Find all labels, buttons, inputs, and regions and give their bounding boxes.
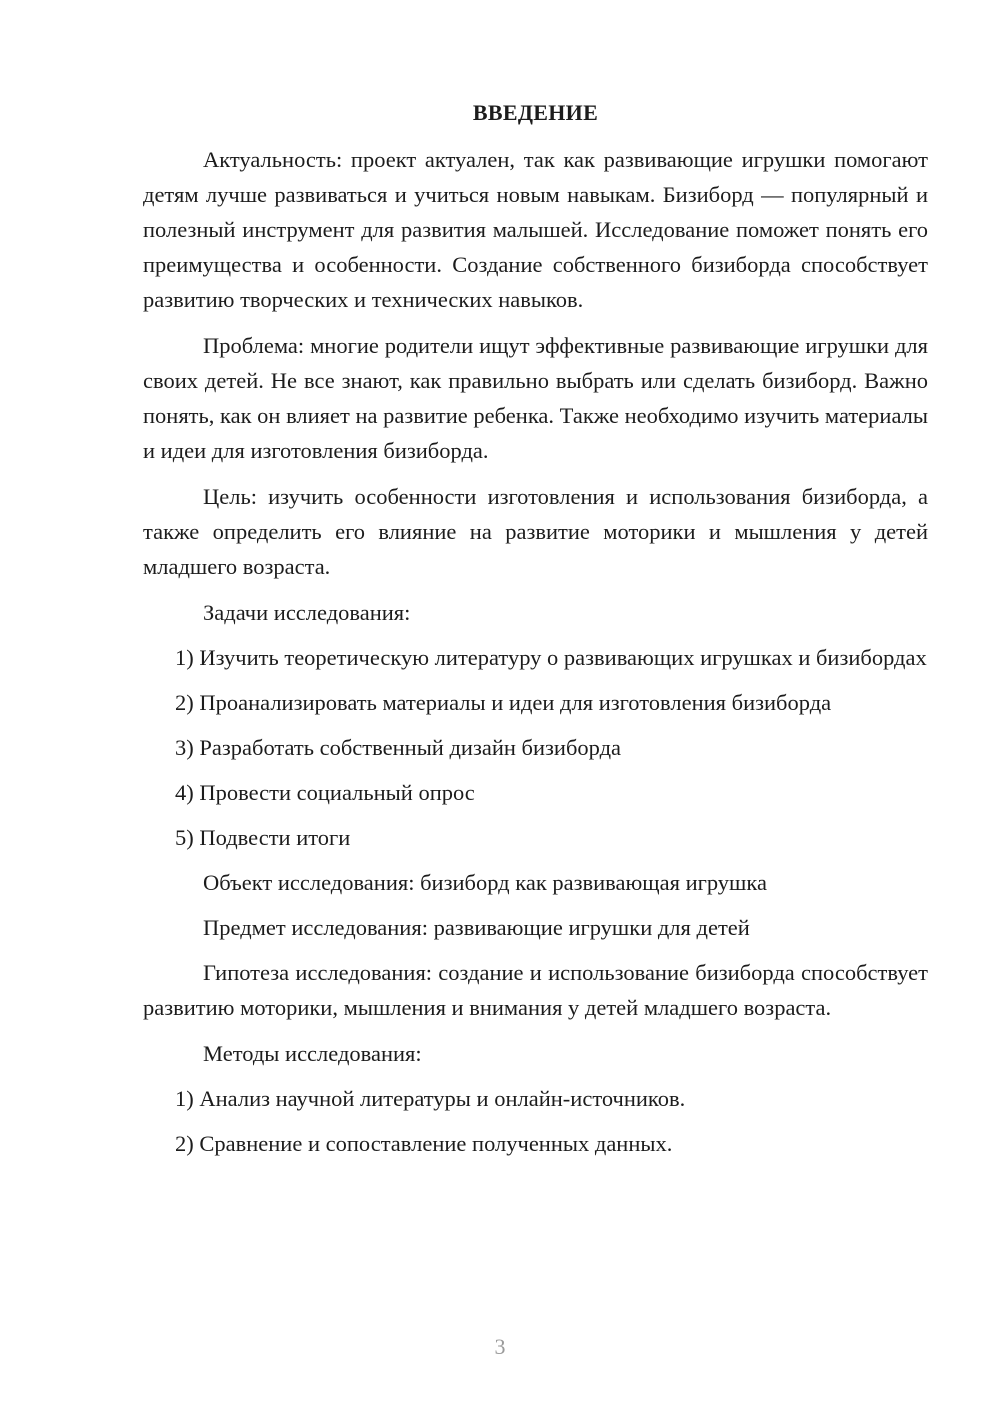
page-title: ВВЕДЕНИЕ xyxy=(472,100,599,125)
method-item: 1) Анализ научной литературы и онлайн-источников. xyxy=(175,1086,686,1111)
task-item: 4) Провести социальный опрос xyxy=(175,780,475,805)
page-number: 3 xyxy=(494,1334,506,1359)
methods-title: Методы исследования: xyxy=(203,1041,422,1066)
problem-paragraph: Проблема: многие родители ищут эффективные развивающие игрушки для своих детей. Не все знают, как правильно выбрать или сделать бизиборд. Важно понять, как он влияет на развитие ребенка. Также необходимо изучить материалы и идеи для изготовления бизиборда. xyxy=(143,333,928,463)
research-subject: Предмет исследования: развивающие игрушки для детей xyxy=(203,915,750,940)
task-item: 2) Проанализировать материалы и идеи для изготовления бизиборда xyxy=(175,690,832,715)
task-item: 3) Разработать собственный дизайн бизиборда xyxy=(175,735,622,760)
hypothesis-paragraph: Гипотеза исследования: создание и использование бизиборда способствует развитию моторики, мышления и внимания у детей младшего возраста. xyxy=(143,960,928,1020)
tasks-title: Задачи исследования: xyxy=(203,600,411,625)
goal-paragraph: Цель: изучить особенности изготовления и использования бизиборда, а также определить его влияние на развитие моторики и мышления у детей младшего возраста. xyxy=(143,484,928,579)
relevance-paragraph: Актуальность: проект актуален, так как развивающие игрушки помогают детям лучше развиваться и учиться новым навыкам. Бизиборд — популярный и полезный инструмент для развития малышей. Исследование поможет понять его преимущества и особенности. Создание собственного бизиборда способствует развитию творческих и технических навыков. xyxy=(143,147,928,312)
task-item: 5) Подвести итоги xyxy=(175,825,351,850)
research-object: Объект исследования: бизиборд как развивающая игрушка xyxy=(203,870,767,895)
page-content xyxy=(143,95,928,1171)
task-item: 1) Изучить теоретическую литературу о развивающих игрушках и бизибордах xyxy=(175,645,927,670)
method-item: 2) Сравнение и сопоставление полученных данных. xyxy=(175,1131,673,1156)
